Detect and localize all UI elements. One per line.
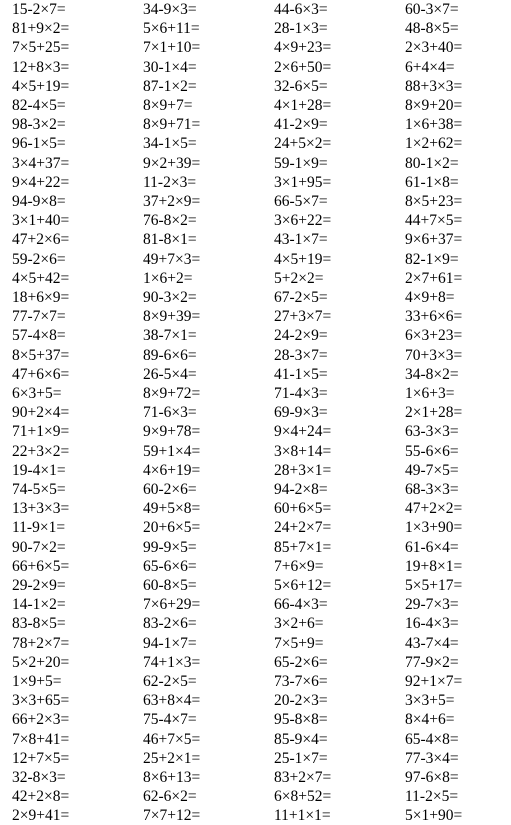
problem-row (0, 288, 511, 307)
math-problem: 44+7×5= (405, 212, 463, 230)
math-problem: 3×4+37= (12, 154, 70, 172)
math-problem: 83+2×7= (274, 769, 332, 786)
math-problem: 43-7×4= (405, 634, 459, 652)
problem-row (0, 19, 511, 38)
math-problem: 41-1×5= (274, 365, 328, 383)
math-problem: 2×3+40= (405, 39, 463, 57)
problem-row (0, 269, 511, 288)
math-problem: 8×9+7= (143, 97, 193, 114)
math-problem: 34-8×2= (405, 365, 459, 383)
math-problem: 98-3×2= (12, 116, 66, 134)
math-problem: 3×8+14= (274, 442, 332, 460)
math-problem: 48-8×5= (405, 20, 459, 38)
math-problem: 97-6×8= (405, 769, 459, 786)
math-problem: 61-6×4= (405, 538, 459, 556)
math-problem: 27+3×7= (274, 308, 332, 326)
math-problem: 47+6×6= (12, 365, 70, 383)
math-problem: 66+2×3= (12, 711, 70, 729)
math-problem: 24+2×7= (274, 519, 332, 537)
math-problem: 59-1×9= (274, 154, 328, 172)
math-problem: 7×1+10= (143, 39, 201, 57)
math-problem: 8×9+71= (143, 116, 201, 134)
math-problem: 3×1+40= (12, 212, 70, 230)
math-problem: 5+2×2= (274, 269, 324, 287)
math-problem: 6×3+5= (12, 385, 62, 402)
problem-row (0, 58, 511, 77)
problem-row (0, 499, 511, 518)
math-problem: 55-6×6= (405, 442, 459, 460)
math-problem: 2×7+61= (405, 269, 463, 287)
math-problem: 59+1×4= (143, 442, 201, 460)
problem-row (0, 173, 511, 192)
math-problem: 90-7×2= (12, 538, 66, 556)
problem-row (0, 634, 511, 653)
math-problem: 89-6×6= (143, 346, 197, 364)
math-problem: 65-6×6= (143, 557, 197, 575)
math-problem: 9×4+22= (12, 173, 70, 191)
math-problem: 71-4×3= (274, 385, 328, 402)
math-problem: 88+3×3= (405, 77, 463, 95)
math-problem: 3×1+95= (274, 173, 332, 191)
math-problem: 78+2×7= (12, 634, 70, 652)
math-problem: 19+8×1= (405, 557, 463, 575)
math-problem: 2×1+28= (405, 404, 463, 422)
problem-row (0, 480, 511, 499)
math-problem: 13+3×3= (12, 500, 70, 518)
math-problem: 5×1+90= (405, 807, 463, 825)
math-problem: 70+3×3= (405, 346, 463, 364)
math-problem: 63+8×4= (143, 692, 201, 710)
math-problem: 25-1×7= (274, 749, 328, 767)
math-problem: 62-2×5= (143, 673, 197, 690)
problem-row (0, 576, 511, 595)
math-problem: 4×5+19= (12, 77, 70, 95)
math-problem: 24-2×9= (274, 327, 328, 345)
math-problem: 81+9×2= (12, 20, 70, 38)
math-problem: 75-4×7= (143, 711, 197, 729)
math-problem: 4×1+28= (274, 97, 332, 114)
problem-row (0, 422, 511, 441)
math-problem: 20-2×3= (274, 692, 328, 710)
math-problem: 7×6+29= (143, 596, 201, 614)
math-problem: 85+7×1= (274, 538, 332, 556)
math-problem: 8×9+20= (405, 97, 463, 114)
math-problem: 33+6×6= (405, 308, 463, 326)
math-problem: 7×5+9= (274, 634, 324, 652)
math-problem: 11-9×1= (12, 519, 66, 537)
math-problem: 6×8+52= (274, 788, 332, 806)
math-problem: 60-8×5= (143, 577, 197, 594)
math-problem: 60-3×7= (405, 1, 459, 18)
problem-row (0, 134, 511, 153)
math-problem: 94-2×8= (274, 481, 328, 498)
math-problem: 99-9×5= (143, 538, 197, 556)
math-problem: 92+1×7= (405, 673, 463, 690)
problem-row (0, 403, 511, 422)
math-problem: 47+2×2= (405, 500, 463, 518)
math-problem: 87-1×2= (143, 77, 197, 95)
math-problem: 8×6+13= (143, 769, 201, 786)
math-problem: 8×5+37= (12, 346, 70, 364)
math-problem: 4×5+42= (12, 269, 70, 287)
math-problem: 18+6×9= (12, 289, 70, 306)
math-problem: 5×6+11= (143, 20, 200, 38)
math-problem: 3×2+6= (274, 615, 324, 633)
math-problem: 4×5+19= (274, 250, 332, 268)
math-problem: 12+8×3= (12, 58, 70, 76)
math-problem: 90-3×2= (143, 289, 197, 306)
problem-row (0, 307, 511, 326)
math-problem: 1×6+2= (143, 269, 193, 287)
math-problem: 66-4×3= (274, 596, 328, 614)
math-problem: 4×6+19= (143, 461, 201, 479)
math-problem: 74-5×5= (12, 481, 66, 498)
problem-row (0, 557, 511, 576)
math-problem: 2×6+50= (274, 58, 332, 76)
math-problem: 7×5+25= (12, 39, 70, 57)
math-problem: 96-1×5= (12, 135, 66, 153)
math-problem: 12+7×5= (12, 749, 70, 767)
problem-row (0, 346, 511, 365)
math-problem: 29-7×3= (405, 596, 459, 614)
problem-row (0, 250, 511, 269)
math-problem: 65-2×6= (274, 653, 328, 671)
problem-row (0, 77, 511, 96)
math-problem: 81-8×1= (143, 231, 197, 249)
math-problem: 73-7×6= (274, 673, 328, 690)
math-problem: 90+2×4= (12, 404, 70, 422)
math-problem: 71-6×3= (143, 404, 197, 422)
problem-row (0, 806, 511, 825)
problem-row (0, 0, 511, 19)
math-problem: 85-9×4= (274, 730, 328, 748)
math-problem: 3×6+22= (274, 212, 332, 230)
math-problem: 59-2×6= (12, 250, 66, 268)
math-problem: 16-4×3= (405, 615, 459, 633)
math-problem: 9×2+39= (143, 154, 201, 172)
problem-row (0, 538, 511, 557)
math-problem: 60-2×6= (143, 481, 197, 498)
math-problem: 26-5×4= (143, 365, 197, 383)
math-problem: 34-1×5= (143, 135, 197, 153)
math-problem: 11+1×1= (274, 807, 331, 825)
problem-row (0, 192, 511, 211)
math-problem: 9×9+78= (143, 423, 201, 441)
math-problem: 83-8×5= (12, 615, 66, 633)
problem-row (0, 326, 511, 345)
math-problem: 49+7×3= (143, 250, 201, 268)
math-problem: 49+5×8= (143, 500, 201, 518)
math-problem: 24+5×2= (274, 135, 332, 153)
math-problem: 14-1×2= (12, 596, 66, 614)
math-problem: 62-6×2= (143, 788, 197, 806)
math-problem: 11-2×5= (405, 788, 459, 806)
math-problem: 1×6+3= (405, 385, 455, 402)
math-problem: 4×9+23= (274, 39, 332, 57)
math-problem: 1×3+90= (405, 519, 463, 537)
problem-row (0, 595, 511, 614)
math-problem: 42+2×8= (12, 788, 70, 806)
math-problem: 43-1×7= (274, 231, 328, 249)
math-problem: 37+2×9= (143, 193, 201, 210)
math-problem: 44-6×3= (274, 1, 328, 18)
problem-row (0, 384, 511, 403)
math-problem: 8×9+72= (143, 385, 201, 402)
math-problem: 61-1×8= (405, 173, 459, 191)
math-problem: 77-7×7= (12, 308, 66, 326)
math-problem: 7+6×9= (274, 557, 324, 575)
math-problem: 15-2×7= (12, 1, 66, 18)
problem-row (0, 230, 511, 249)
math-problem: 1×2+62= (405, 135, 463, 153)
problem-row (0, 730, 511, 749)
math-problem: 22+3×2= (12, 442, 70, 460)
problem-row (0, 768, 511, 787)
math-problem: 77-9×2= (405, 653, 459, 671)
math-problem: 41-2×9= (274, 116, 328, 134)
math-problem: 8×5+23= (405, 193, 463, 210)
math-problem: 5×2+20= (12, 653, 70, 671)
math-problem: 66-5×7= (274, 193, 328, 210)
problem-row (0, 365, 511, 384)
problem-row (0, 461, 511, 480)
math-problem: 74+1×3= (143, 653, 201, 671)
math-problem: 3×3+65= (12, 692, 70, 710)
math-problem: 57-4×8= (12, 327, 66, 345)
math-problem: 28+3×1= (274, 461, 332, 479)
math-problem: 6×3+23= (405, 327, 463, 345)
math-problem: 32-6×5= (274, 77, 328, 95)
math-problem: 77-3×4= (405, 749, 459, 767)
math-problem: 5×6+12= (274, 577, 332, 594)
problem-row (0, 38, 511, 57)
math-problem: 80-1×2= (405, 154, 459, 172)
math-problem: 3×3+5= (405, 692, 455, 710)
math-problem: 6+4×4= (405, 58, 455, 76)
math-problem: 68-3×3= (405, 481, 459, 498)
math-problem: 34-9×3= (143, 1, 197, 18)
math-problem: 82-4×5= (12, 97, 66, 114)
math-problem: 20+6×5= (143, 519, 201, 537)
math-problem: 38-7×1= (143, 327, 197, 345)
math-problem: 1×6+38= (405, 116, 463, 134)
math-problem: 1×9+5= (12, 673, 62, 690)
math-problem: 29-2×9= (12, 577, 66, 594)
math-problem: 95-8×8= (274, 711, 328, 729)
math-problem: 19-4×1= (12, 461, 66, 479)
math-problem: 66+6×5= (12, 557, 70, 575)
math-problem: 32-8×3= (12, 769, 66, 786)
math-problem: 8×4+6= (405, 711, 455, 729)
math-problem: 67-2×5= (274, 289, 328, 306)
problem-row (0, 442, 511, 461)
math-problem: 2×9+41= (12, 807, 70, 825)
math-problem: 5×5+17= (405, 577, 463, 594)
problem-row (0, 614, 511, 633)
problem-row (0, 518, 511, 537)
math-problem: 7×8+41= (12, 730, 70, 748)
math-problem: 65-4×8= (405, 730, 459, 748)
math-problem: 76-8×2= (143, 212, 197, 230)
math-problem: 94-9×8= (12, 193, 66, 210)
math-problem: 28-1×3= (274, 20, 328, 38)
math-problem: 8×9+39= (143, 308, 201, 326)
math-problem: 11-2×3= (143, 173, 197, 191)
problem-row (0, 96, 511, 115)
problem-row (0, 749, 511, 768)
problem-row (0, 115, 511, 134)
problem-row (0, 691, 511, 710)
math-problem: 69-9×3= (274, 404, 328, 422)
math-problem: 4×9+8= (405, 289, 455, 306)
math-problem: 9×6+37= (405, 231, 463, 249)
math-problem: 30-1×4= (143, 58, 197, 76)
math-problem: 25+2×1= (143, 749, 201, 767)
math-problem: 47+2×6= (12, 231, 70, 249)
problem-row (0, 154, 511, 173)
math-problem: 7×7+12= (143, 807, 201, 825)
math-problem: 60+6×5= (274, 500, 332, 518)
math-problem: 82-1×9= (405, 250, 459, 268)
math-problem: 63-3×3= (405, 423, 459, 441)
problem-row (0, 653, 511, 672)
math-problem: 46+7×5= (143, 730, 201, 748)
math-problem: 9×4+24= (274, 423, 332, 441)
math-problem: 71+1×9= (12, 423, 70, 441)
problem-row (0, 710, 511, 729)
math-problem: 28-3×7= (274, 346, 328, 364)
math-problem: 49-7×5= (405, 461, 459, 479)
problem-row (0, 211, 511, 230)
problem-row (0, 787, 511, 806)
problem-row (0, 672, 511, 691)
math-problem: 94-1×7= (143, 634, 197, 652)
math-problem: 83-2×6= (143, 615, 197, 633)
